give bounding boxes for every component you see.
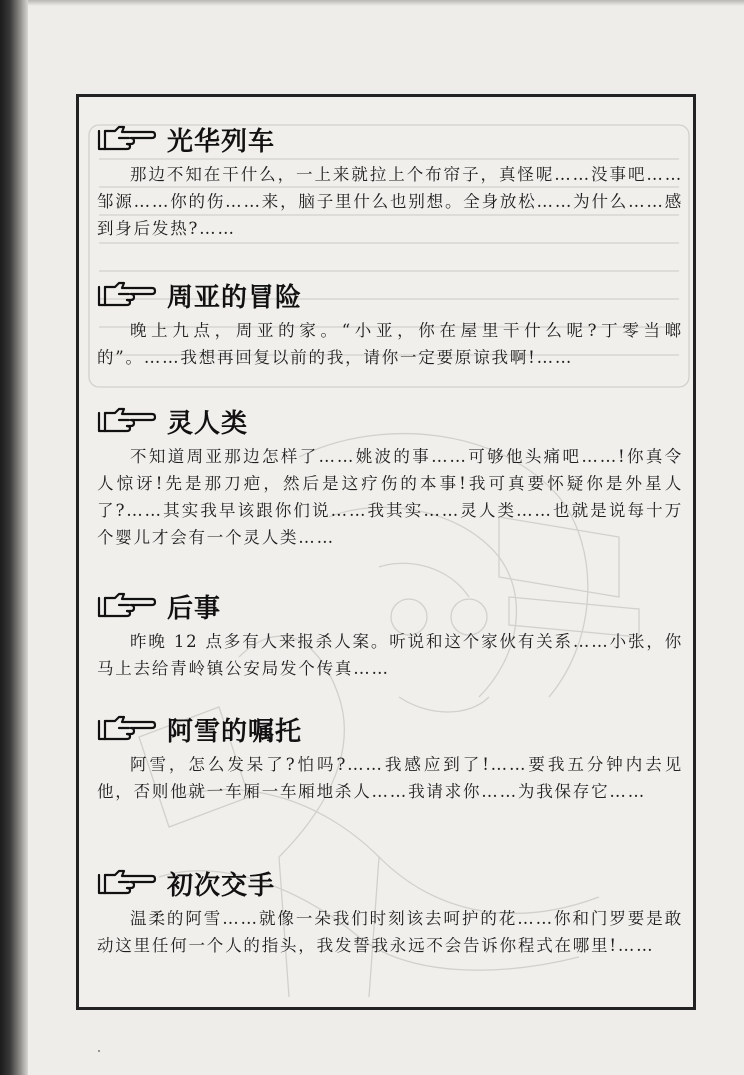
pointing-hand-icon (97, 281, 157, 309)
pointing-hand-icon (97, 592, 157, 620)
section-6 (97, 863, 683, 959)
pointing-hand-icon (97, 715, 157, 743)
pointing-hand-icon (97, 407, 157, 435)
page-edge-shadow (28, 0, 744, 6)
content-frame (76, 94, 696, 1010)
section-title: 阿雪的嘱托 (167, 716, 303, 747)
section-title: 光华列车 (167, 126, 276, 157)
section-text: 晚上九点，周亚的家。“小亚，你在屋里干什么呢?丁零当啷的”。……我想再回复以前的我，请你一定要原谅我啊!…… (97, 321, 683, 367)
section-1 (97, 119, 683, 242)
section-3 (97, 401, 683, 551)
section-text: 不知道周亚那边怎样了……姚波的事……可够他头痛吧……!你真令人惊讶!先是那刀疤，然后是这疗伤的本事!我可真要怀疑你是外星人了?……其实我早该跟你们说……我其实……灵人类……也就是说每十万个婴儿才会有一个灵人类…… (97, 447, 683, 547)
section-5 (97, 709, 683, 805)
section-title: 灵人类 (167, 408, 249, 439)
print-speck (98, 1050, 100, 1052)
section-title: 初次交手 (167, 870, 276, 901)
pointing-hand-icon (97, 125, 157, 153)
pointing-hand-icon (97, 869, 157, 897)
section-title: 后事 (167, 593, 222, 624)
section-2 (97, 275, 683, 371)
section-text: 那边不知在干什么，一上来就拉上个布帘子，真怪呢……没事吧……邹源……你的伤……来，脑子里什么也别想。全身放松……为什么……感到身后发热?…… (97, 165, 683, 238)
section-4 (97, 586, 683, 682)
section-text: 阿雪，怎么发呆了?怕吗?……我感应到了!……要我五分钟内去见他，否则他就一车厢一车厢地杀人……我请求你……为我保存它…… (97, 755, 683, 801)
section-title: 周亚的冒险 (167, 282, 303, 313)
section-text: 昨晚 12 点多有人来报杀人案。听说和这个家伙有关系……小张，你马上去给青岭镇公安局发个传真…… (97, 632, 683, 678)
section-text: 温柔的阿雪……就像一朵我们时刻该去呵护的花……你和门罗要是敢动这里任何一个人的指头，我发誓我永远不会告诉你程式在哪里!…… (97, 909, 683, 955)
book-binding-shadow (0, 0, 28, 1075)
